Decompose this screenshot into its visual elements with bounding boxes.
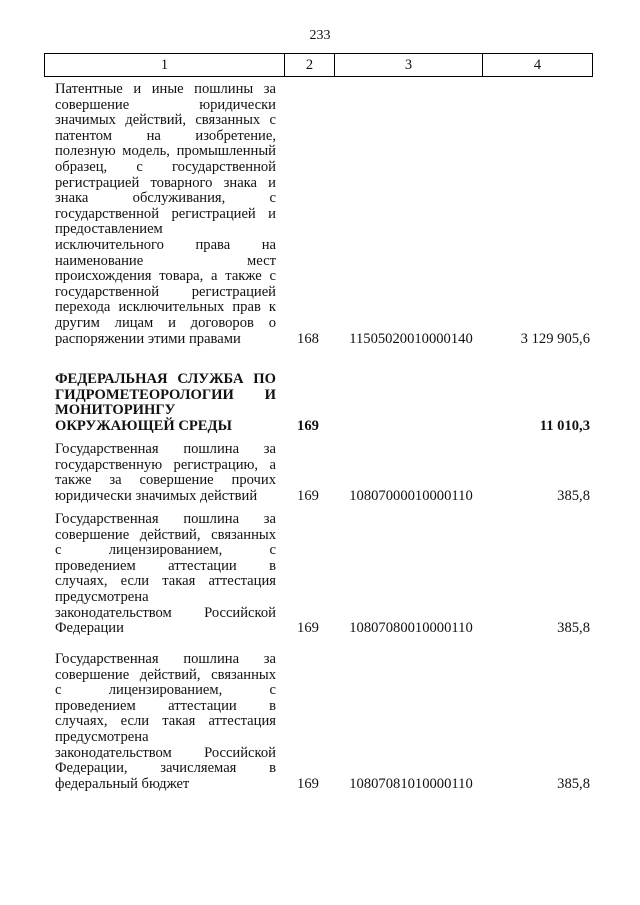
row-name-line: знака обслуживания, с xyxy=(55,190,276,207)
row-amount: 385,8 xyxy=(557,775,590,792)
row-name-line: наименование мест xyxy=(55,252,276,269)
row-name-line: предоставлением xyxy=(55,221,163,238)
row-name-line: законодательством Российской xyxy=(55,604,276,621)
row-kbk-code: 10807000010000110 xyxy=(349,487,473,504)
row-name-line: случаях, если такая аттестация xyxy=(55,713,276,730)
row-name-line: предусмотрена xyxy=(55,728,149,745)
column-header-2: 2 xyxy=(285,54,335,77)
row-name xyxy=(55,82,276,347)
row-name-line: Государственная пошлина за xyxy=(55,651,276,667)
row-name-line: Государственная пошлина за xyxy=(55,441,276,457)
row-name-line: проведением аттестации в xyxy=(55,557,276,574)
row-name-line: исключительного права на xyxy=(55,236,276,253)
row-name xyxy=(55,442,276,504)
row-name-line: ГИДРОМЕТЕОРОЛОГИИ И xyxy=(55,386,276,403)
column-header-row xyxy=(45,54,593,77)
row-name-line: другим лицам и договоров о xyxy=(55,314,276,331)
row-name-line: образец, с государственной xyxy=(55,158,276,175)
row-name-line: полезную модель, промышленный xyxy=(55,143,276,160)
row-name-line: МОНИТОРИНГУ xyxy=(55,402,176,419)
row-name-line: федеральный бюджет xyxy=(55,775,190,792)
row-kbk-code: 10807081010000110 xyxy=(349,775,473,792)
row-code: 168 xyxy=(297,330,319,347)
row-name-line: также за совершение прочих xyxy=(55,472,276,489)
row-name-line: проведением аттестации в xyxy=(55,697,276,714)
row-name-line: патентом на изобретение, xyxy=(55,127,276,144)
row-code: 169 xyxy=(297,620,319,637)
row-code: 169 xyxy=(297,417,319,434)
row-name-line: Патентные и иные пошлины за xyxy=(55,81,276,97)
row-name-line: государственной регистрацией и xyxy=(55,205,276,222)
row-name-line: совершение юридически xyxy=(55,96,276,113)
row-amount: 3 129 905,6 xyxy=(520,330,590,347)
row-name-line: ФЕДЕРАЛЬНАЯ СЛУЖБА ПО xyxy=(55,371,276,387)
row-name-line: государственной регистрацией xyxy=(55,283,276,300)
row-name-line: значимых действий, связанных с xyxy=(55,112,276,129)
row-name-line: случаях, если такая аттестация xyxy=(55,573,276,590)
row-name-line: Государственная пошлина за xyxy=(55,511,276,527)
row-name-line: распоряжении этими правами xyxy=(55,330,241,347)
row-name-line: законодательством Российской xyxy=(55,744,276,761)
row-name-line: с лицензированием, с xyxy=(55,542,276,559)
row-code: 169 xyxy=(297,487,319,504)
row-name-line: предусмотрена xyxy=(55,588,149,605)
column-header-3: 3 xyxy=(335,54,483,77)
row-name-line: происхождения товара, а также с xyxy=(55,268,276,285)
row-code: 169 xyxy=(297,775,319,792)
row-name-line: Федерации xyxy=(55,620,124,637)
row-name-line: Федерации, зачисляемая в xyxy=(55,760,276,777)
row-name-line: регистрацией товарного знака и xyxy=(55,174,276,191)
row-name-line: ОКРУЖАЮЩЕЙ СРЕДЫ xyxy=(55,417,232,434)
row-name xyxy=(55,372,276,434)
row-amount: 385,8 xyxy=(557,487,590,504)
row-name-line: юридически значимых действий xyxy=(55,487,258,504)
row-name-line: совершение действий, связанных xyxy=(55,666,276,683)
row-name xyxy=(55,652,276,792)
page-number: 233 xyxy=(309,28,331,43)
row-amount: 385,8 xyxy=(557,620,590,637)
row-amount: 11 010,3 xyxy=(539,417,590,434)
row-kbk-code: 11505020010000140 xyxy=(349,330,473,347)
column-header-4: 4 xyxy=(483,54,593,77)
row-kbk-code: 10807080010000110 xyxy=(349,620,473,637)
row-name xyxy=(55,512,276,637)
row-name-line: с лицензированием, с xyxy=(55,682,276,699)
row-name-line: совершение действий, связанных xyxy=(55,526,276,543)
row-name-line: государственную регистрацию, а xyxy=(55,456,276,473)
row-name-line: перехода исключительных прав к xyxy=(55,299,276,316)
column-header-1: 1 xyxy=(45,54,285,77)
column-header-table xyxy=(44,53,593,77)
